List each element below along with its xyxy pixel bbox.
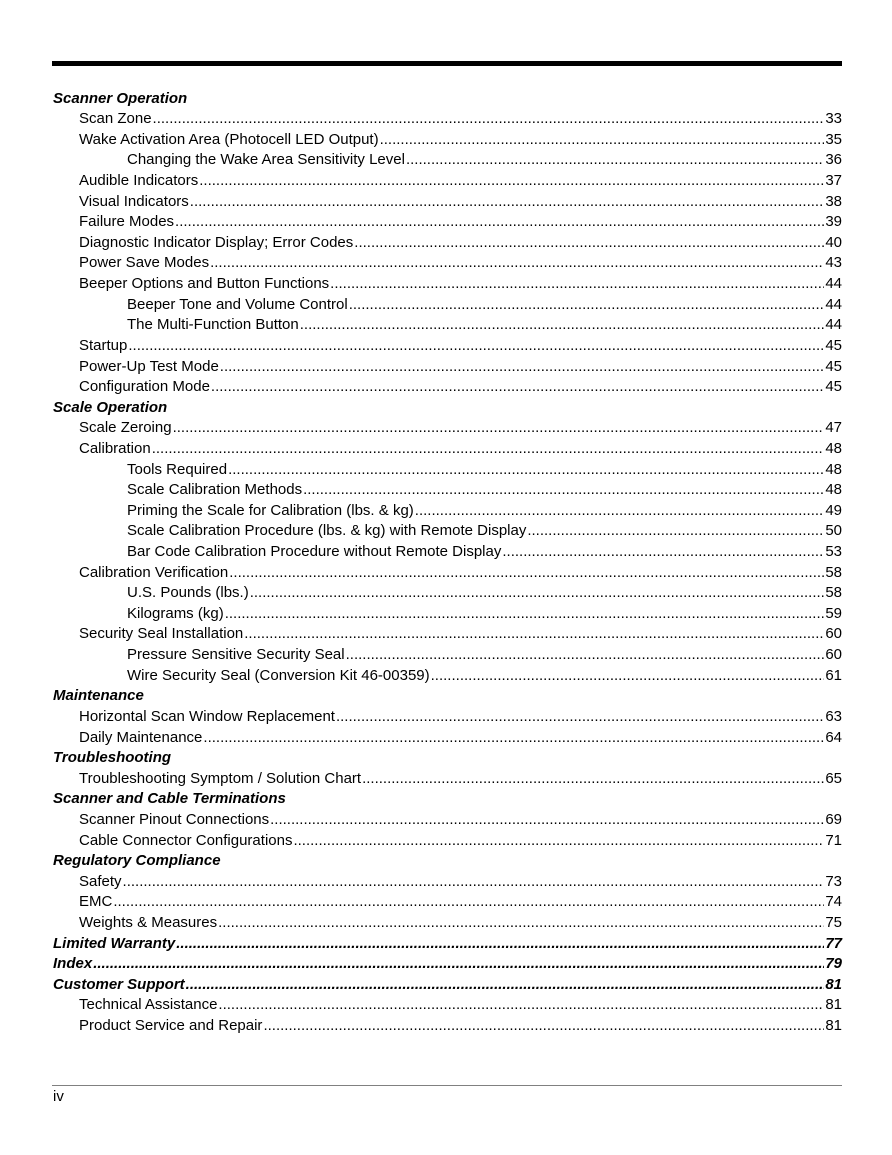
toc-entry[interactable] — [53, 891, 842, 912]
toc-page-number: 45 — [825, 336, 842, 354]
toc-page-number: 36 — [825, 151, 842, 169]
toc-entry-title: Beeper Options and Button Functions — [79, 275, 330, 293]
toc-dot-leader — [336, 708, 824, 726]
toc-entry-title: Power-Up Test Mode — [79, 357, 219, 375]
toc-page-number: 71 — [825, 831, 842, 849]
toc-page-number: 74 — [825, 893, 842, 911]
toc-page-number: 60 — [825, 646, 842, 664]
toc-page-number: 81 — [825, 975, 842, 993]
toc-entry-title: Changing the Wake Area Sensitivity Level — [127, 151, 405, 169]
toc-entry[interactable] — [53, 231, 842, 252]
toc-entry-title: Scale Calibration Procedure (lbs. & kg) with Remote Display — [127, 522, 527, 540]
toc-entry-title: Configuration Mode — [79, 378, 210, 396]
toc-page-number: 39 — [825, 213, 842, 231]
toc-entry-title: Power Save Modes — [79, 254, 210, 272]
toc-page-number: 69 — [825, 810, 842, 828]
toc-dot-leader — [250, 584, 825, 602]
toc-dot-leader — [153, 110, 825, 128]
toc-entry-title: Diagnostic Indicator Display; Error Codes — [79, 233, 354, 251]
footer-rule — [52, 1085, 842, 1086]
toc-entry-title: Scanner Pinout Connections — [79, 810, 270, 828]
toc-section-heading — [53, 396, 842, 417]
toc-entry[interactable] — [53, 252, 842, 273]
toc-dot-leader — [228, 461, 824, 479]
toc-dot-leader — [349, 296, 825, 314]
toc-section-title: Scanner and Cable Terminations — [53, 790, 286, 808]
toc-section-title: Troubleshooting — [53, 749, 172, 767]
toc-entry-title: Priming the Scale for Calibration (lbs. & kg) — [127, 501, 414, 519]
toc-entry-title: Calibration Verification — [79, 563, 229, 581]
toc-entry[interactable] — [53, 499, 842, 520]
toc-entry[interactable] — [53, 211, 842, 232]
toc-dot-leader — [431, 667, 825, 685]
toc-dot-leader — [152, 440, 825, 458]
toc-page-number: 75 — [825, 913, 842, 931]
toc-section-title: Maintenance — [53, 687, 144, 705]
toc-dot-leader — [199, 172, 824, 190]
toc-dot-leader — [380, 131, 825, 149]
toc-dot-leader — [303, 481, 824, 499]
toc-page-number: 44 — [825, 275, 842, 293]
toc-page-number: 61 — [825, 666, 842, 684]
toc-dot-leader — [190, 193, 825, 211]
toc-dot-leader — [210, 254, 824, 272]
toc-entry[interactable] — [53, 272, 842, 293]
toc-page-number: 58 — [825, 584, 842, 602]
toc-dot-leader — [362, 770, 824, 788]
toc-entry-title: Technical Assistance — [79, 996, 218, 1014]
toc-entry[interactable] — [53, 664, 842, 685]
toc-entry-title: Wake Activation Area (Photocell LED Output) — [79, 130, 379, 148]
toc-entry-title: Product Service and Repair — [79, 1017, 263, 1035]
toc-dot-leader — [173, 419, 825, 437]
toc-entry-title: Scan Zone — [79, 110, 152, 128]
toc-section-heading[interactable] — [53, 953, 842, 974]
toc-entry[interactable] — [53, 767, 842, 788]
toc-page-number: 63 — [825, 707, 842, 725]
toc-entry-title: U.S. Pounds (lbs.) — [127, 584, 249, 602]
toc-entry[interactable] — [53, 643, 842, 664]
toc-entry-title: Cable Connector Configurations — [79, 831, 293, 849]
toc-page-number: 59 — [825, 604, 842, 622]
toc-entry[interactable] — [53, 520, 842, 541]
toc-dot-leader — [354, 234, 824, 252]
toc-page-number: 40 — [825, 233, 842, 251]
toc-dot-leader — [300, 316, 825, 334]
toc-dot-leader — [218, 914, 824, 932]
toc-page-number: 45 — [825, 357, 842, 375]
toc-dot-leader — [113, 893, 824, 911]
toc-page-number: 77 — [825, 934, 842, 952]
toc-dot-leader — [225, 605, 825, 623]
toc-entry[interactable] — [53, 561, 842, 582]
toc-dot-leader — [406, 151, 824, 169]
toc-section-title: Scale Operation — [53, 398, 168, 416]
toc-entry[interactable] — [53, 994, 842, 1015]
toc-page-number: 44 — [825, 295, 842, 313]
toc-entry[interactable] — [53, 108, 842, 129]
toc-dot-leader — [502, 543, 824, 561]
toc-entry[interactable] — [53, 149, 842, 170]
toc-entry-title: Safety — [79, 872, 122, 890]
toc-page-number: 35 — [825, 130, 842, 148]
toc-page-number: 48 — [825, 481, 842, 499]
toc-entry[interactable] — [53, 829, 842, 850]
toc-entry[interactable] — [53, 602, 842, 623]
toc-dot-leader — [270, 811, 824, 829]
toc-section-title: Limited Warranty — [53, 934, 176, 952]
toc-section-heading — [53, 850, 842, 871]
toc-dot-leader — [229, 564, 824, 582]
toc-page-number: 38 — [825, 192, 842, 210]
toc-entry-title: Beeper Tone and Volume Control — [127, 295, 348, 313]
toc-page-number: 50 — [825, 522, 842, 540]
footer-page-number: iv — [53, 1088, 64, 1105]
toc-page-number: 81 — [825, 996, 842, 1014]
toc-dot-leader — [293, 832, 824, 850]
toc-page-number: 58 — [825, 563, 842, 581]
toc-dot-leader — [186, 976, 825, 994]
toc-page-number: 43 — [825, 254, 842, 272]
toc-page-number: 60 — [825, 625, 842, 643]
toc-page-number: 33 — [825, 110, 842, 128]
toc-entry[interactable] — [53, 293, 842, 314]
toc-page-number: 48 — [825, 439, 842, 457]
toc-entry[interactable] — [53, 314, 842, 335]
toc-entry-title: Troubleshooting Symptom / Solution Chart — [79, 769, 362, 787]
toc-entry[interactable] — [53, 705, 842, 726]
toc-dot-leader — [330, 275, 824, 293]
toc-dot-leader — [211, 378, 824, 396]
toc-entry[interactable] — [53, 1014, 842, 1035]
toc-dot-leader — [527, 522, 824, 540]
toc-dot-leader — [244, 625, 824, 643]
toc-entry-title: Scale Zeroing — [79, 419, 172, 437]
toc-dot-leader — [203, 729, 824, 747]
toc-entry[interactable] — [53, 417, 842, 438]
toc-page-number: 53 — [825, 543, 842, 561]
toc-entry-title: Bar Code Calibration Procedure without Remote Display — [127, 543, 502, 561]
toc-entry-title: EMC — [79, 893, 113, 911]
toc-section-heading[interactable] — [53, 973, 842, 994]
toc-entry[interactable] — [53, 911, 842, 932]
top-rule — [52, 61, 842, 66]
toc-page-number: 79 — [825, 955, 842, 973]
toc-entry-title: Tools Required — [127, 460, 228, 478]
toc-entry-title: Visual Indicators — [79, 192, 189, 210]
toc-page-number: 49 — [825, 501, 842, 519]
toc-page-number: 65 — [825, 769, 842, 787]
toc-dot-leader — [346, 646, 825, 664]
toc-page-number: 47 — [825, 419, 842, 437]
toc-dot-leader — [123, 873, 825, 891]
toc-page-number: 44 — [825, 316, 842, 334]
toc-page-number: 48 — [825, 460, 842, 478]
toc-section-title: Regulatory Compliance — [53, 852, 221, 870]
table-of-contents — [53, 87, 842, 1035]
toc-entry-title: Startup — [79, 336, 128, 354]
toc-entry[interactable] — [53, 355, 842, 376]
toc-page-number: 45 — [825, 378, 842, 396]
toc-entry-title: Scale Calibration Methods — [127, 481, 303, 499]
toc-section-title: Index — [53, 955, 93, 973]
toc-entry-title: Weights & Measures — [79, 913, 218, 931]
toc-entry[interactable] — [53, 540, 842, 561]
toc-dot-leader — [220, 358, 825, 376]
toc-entry-title: Calibration — [79, 439, 151, 457]
toc-dot-leader — [93, 955, 824, 973]
toc-entry[interactable] — [53, 726, 842, 747]
toc-entry-title: Daily Maintenance — [79, 728, 203, 746]
toc-entry[interactable] — [53, 169, 842, 190]
toc-entry[interactable] — [53, 437, 842, 458]
toc-entry[interactable] — [53, 582, 842, 603]
toc-dot-leader — [176, 935, 824, 953]
toc-section-heading[interactable] — [53, 932, 842, 953]
toc-dot-leader — [128, 337, 824, 355]
toc-section-heading — [53, 788, 842, 809]
toc-dot-leader — [175, 213, 824, 231]
toc-dot-leader — [415, 502, 825, 520]
toc-section-heading — [53, 747, 842, 768]
toc-page-number: 81 — [825, 1017, 842, 1035]
toc-entry-title: Failure Modes — [79, 213, 175, 231]
toc-entry-title: Pressure Sensitive Security Seal — [127, 646, 345, 664]
toc-dot-leader — [263, 1017, 824, 1035]
toc-entry[interactable] — [53, 376, 842, 397]
toc-page-number: 37 — [825, 172, 842, 190]
toc-entry[interactable] — [53, 190, 842, 211]
toc-entry-title: Wire Security Seal (Conversion Kit 46-00359) — [127, 666, 430, 684]
toc-entry-title: The Multi-Function Button — [127, 316, 299, 334]
toc-entry-title: Horizontal Scan Window Replacement — [79, 707, 335, 725]
toc-dot-leader — [218, 996, 824, 1014]
toc-section-title: Scanner Operation — [53, 89, 188, 107]
toc-entry-title: Audible Indicators — [79, 172, 199, 190]
toc-entry[interactable] — [53, 808, 842, 829]
toc-entry-title: Security Seal Installation — [79, 625, 244, 643]
toc-entry[interactable] — [53, 458, 842, 479]
toc-entry[interactable] — [53, 334, 842, 355]
toc-entry[interactable] — [53, 128, 842, 149]
toc-entry[interactable] — [53, 870, 842, 891]
toc-section-title: Customer Support — [53, 975, 185, 993]
toc-entry[interactable] — [53, 479, 842, 500]
toc-section-heading — [53, 685, 842, 706]
toc-entry[interactable] — [53, 623, 842, 644]
toc-section-heading — [53, 87, 842, 108]
toc-page-number: 73 — [825, 872, 842, 890]
toc-entry-title: Kilograms (kg) — [127, 604, 224, 622]
toc-page-number: 64 — [825, 728, 842, 746]
